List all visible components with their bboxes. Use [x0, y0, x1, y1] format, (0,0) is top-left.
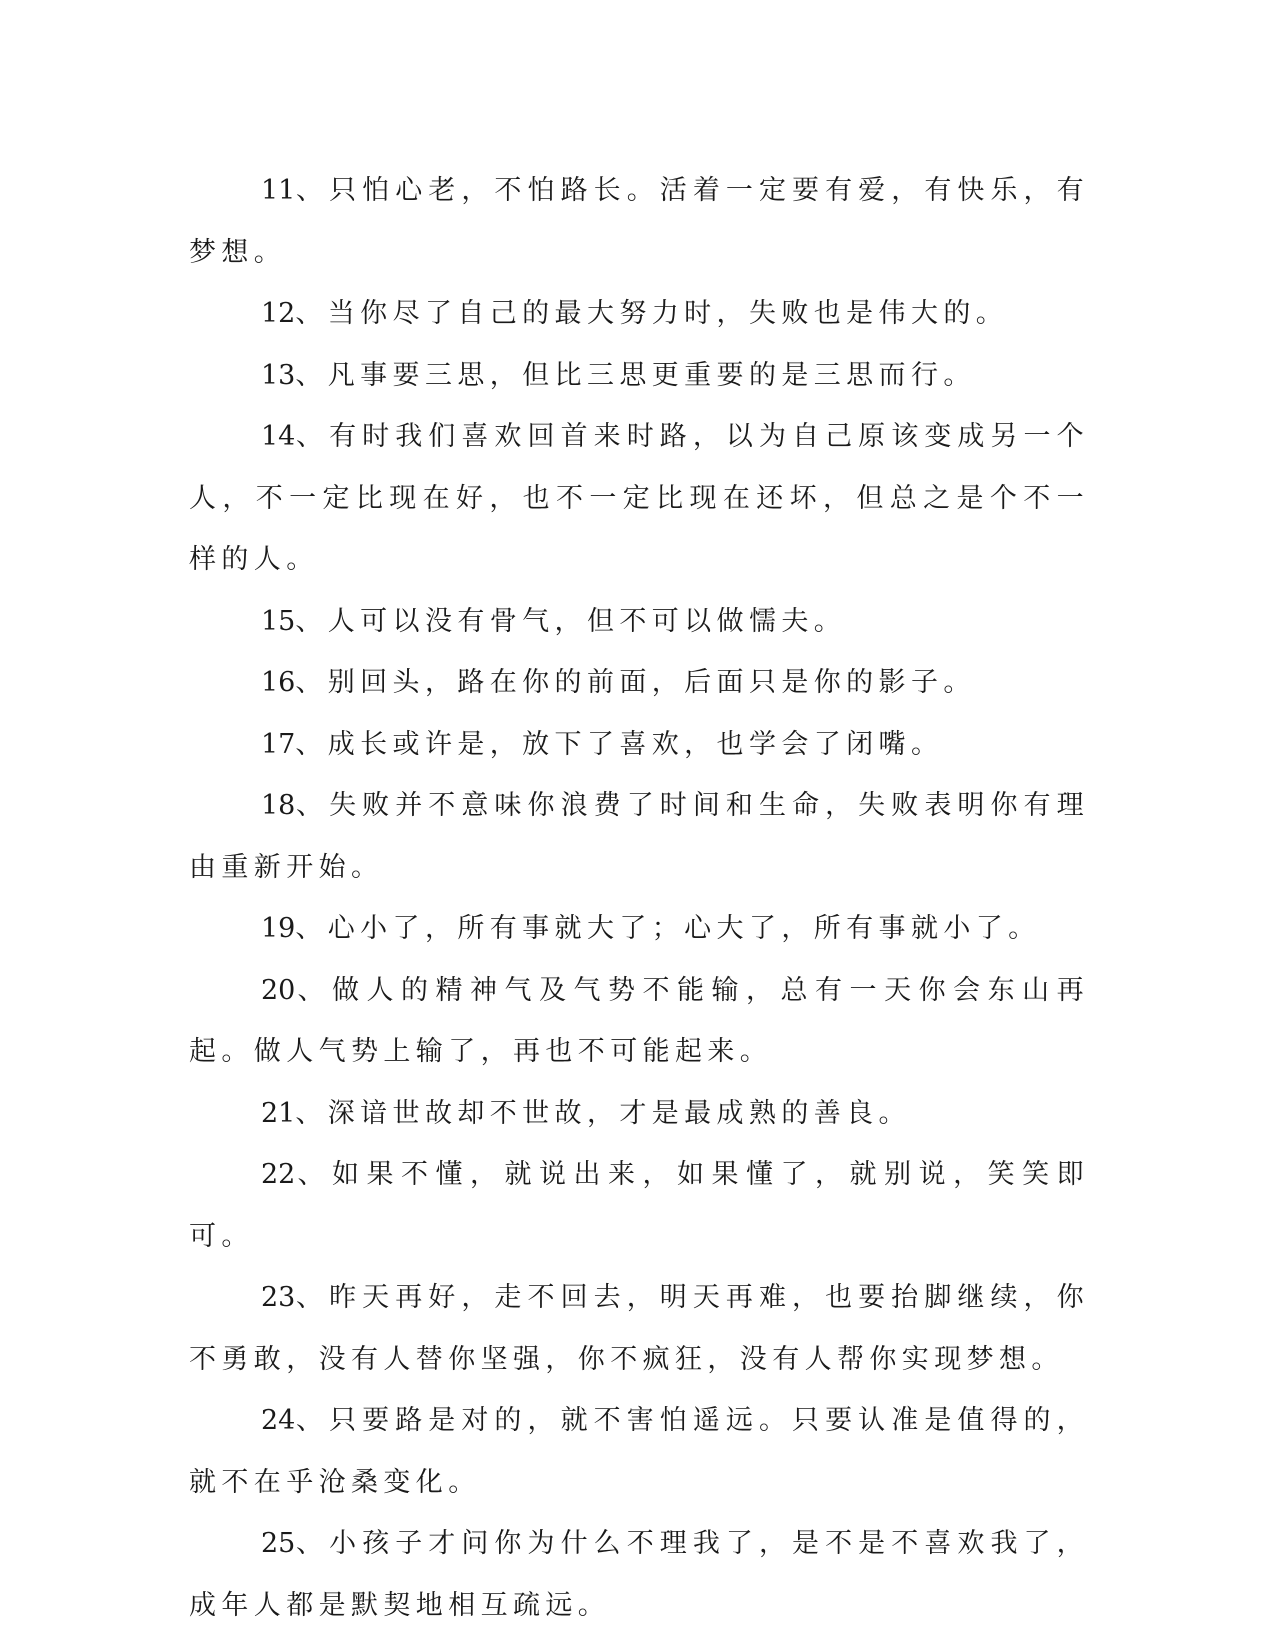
- paragraph-text: 、失败并不意味你浪费了时间和生命，失败表明你有理由重新开始。: [189, 790, 1089, 883]
- paragraph-25: [189, 1513, 1089, 1636]
- paragraph-number: 15: [261, 605, 296, 637]
- paragraph-text: 、只怕心老，不怕路长。活着一定要有爱，有快乐，有梦想。: [189, 175, 1089, 268]
- paragraph-number: 20: [261, 974, 296, 1006]
- paragraph-text: 、深谙世故却不世故，才是最成熟的善良。: [295, 1097, 911, 1129]
- paragraph-number: 25: [261, 1528, 296, 1559]
- paragraph-18: [189, 775, 1089, 898]
- paragraph-text: 、做人的精神气及气势不能输，总有一天你会东山再起。做人气势上输了，再也不可能起来。: [189, 974, 1089, 1067]
- paragraph-text: 、当你尽了自己的最大努力时，失败也是伟大的。: [295, 298, 1009, 329]
- paragraph-text: 、凡事要三思，但比三思更重要的是三思而行。: [295, 359, 976, 391]
- paragraph-11: [189, 160, 1089, 283]
- paragraph-19: [189, 898, 1089, 960]
- paragraph-text: 、昨天再好，走不回去，明天再难，也要抬脚继续，你不勇敢，没有人替你坚强，你不疯狂，没有人帮你实现梦想。: [189, 1282, 1089, 1375]
- paragraph-number: 18: [261, 790, 296, 821]
- paragraph-number: 21: [261, 1097, 296, 1129]
- paragraph-number: 19: [261, 913, 296, 944]
- paragraph-23: [189, 1267, 1089, 1390]
- paragraph-20: [189, 960, 1089, 1083]
- paragraph-number: 11: [261, 175, 296, 206]
- paragraph-text: 、小孩子才问你为什么不理我了，是不是不喜欢我了，成年人都是默契地相互疏远。: [189, 1528, 1089, 1621]
- paragraph-number: 17: [261, 728, 296, 760]
- paragraph-12: [189, 283, 1089, 345]
- paragraph-number: 24: [261, 1405, 296, 1436]
- paragraph-text: 、有时我们喜欢回首来时路，以为自己原该变成另一个人，不一定比现在好，也不一定比现在还坏，但总之是个不一样的人。: [189, 421, 1089, 575]
- paragraph-text: 、人可以没有骨气，但不可以做懦夫。: [295, 605, 847, 637]
- paragraph-16: [189, 652, 1089, 714]
- paragraph-number: 16: [261, 667, 296, 698]
- paragraph-21: [189, 1083, 1089, 1145]
- paragraph-text: 、只要路是对的，就不害怕遥远。只要认准是值得的，就不在乎沧桑变化。: [189, 1405, 1089, 1498]
- paragraph-13: [189, 345, 1089, 407]
- paragraph-15: [189, 591, 1089, 653]
- paragraph-text: 、心小了，所有事就大了；心大了，所有事就小了。: [295, 913, 1041, 944]
- paragraph-number: 22: [261, 1159, 296, 1190]
- paragraph-number: 13: [261, 359, 296, 391]
- paragraph-14: [189, 406, 1089, 591]
- paragraph-number: 12: [261, 298, 296, 329]
- paragraph-17: [189, 714, 1089, 776]
- document-body: [189, 160, 1089, 1636]
- paragraph-24: [189, 1390, 1089, 1513]
- paragraph-22: [189, 1144, 1089, 1267]
- paragraph-number: 14: [261, 421, 296, 452]
- paragraph-text: 、成长或许是，放下了喜欢，也学会了闭嘴。: [295, 728, 944, 760]
- paragraph-number: 23: [261, 1282, 296, 1313]
- paragraph-text: 、别回头，路在你的前面，后面只是你的影子。: [295, 667, 976, 698]
- paragraph-text: 、如果不懂，就说出来，如果懂了，就别说，笑笑即可。: [189, 1159, 1089, 1252]
